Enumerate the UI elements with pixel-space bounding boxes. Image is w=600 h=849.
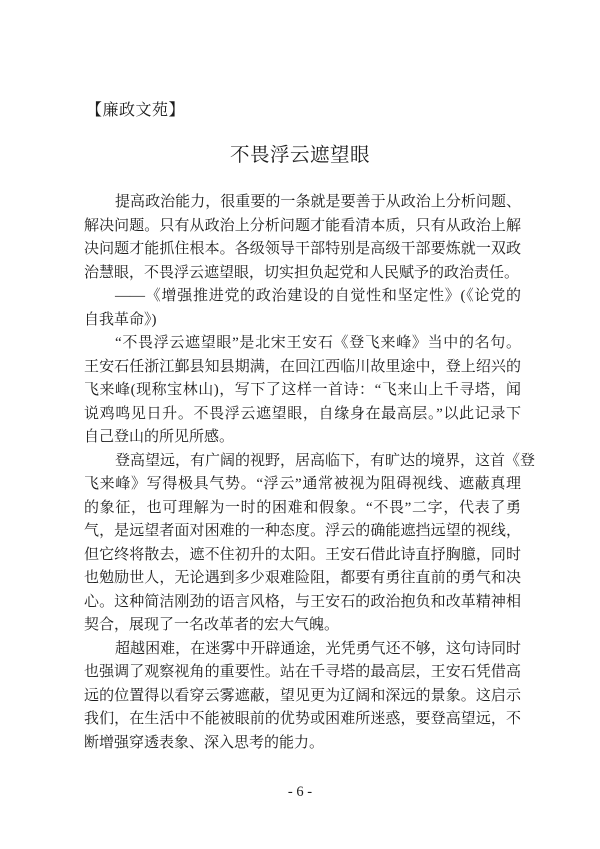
text-line: 的象征，也可理解为一时的困难和假象。“不畏”二字，代表了勇 <box>84 499 521 516</box>
text-line: 登高望远，有广阔的视野，居高临下，有旷达的境界，这首《登 <box>115 452 536 469</box>
text-line: 解决问题。只有从政治上分析问题才能看清本质，只有从政治上解 <box>84 217 521 234</box>
text-line: 气，是远望者面对困难的一种态度。浮云的确能遮挡远望的视线， <box>84 523 521 539</box>
text-line: 提高政治能力，很重要的一条就是要善于从政治上分析问题、 <box>115 194 521 210</box>
text-line: 王安石任浙江鄞县知县期满，在回江西临川故里途中，登上绍兴的 <box>84 358 521 375</box>
text-line: 飞来峰(现称宝林山)，写下了这样一首诗：“飞来山上千寻塔，闻 <box>84 382 521 398</box>
page-number: - 6 - <box>287 784 313 800</box>
text-line: 超越困难，在迷雾中开辟通途，光凭勇气还不够，这句诗同时 <box>115 640 521 657</box>
text-line: 飞来峰》写得极具气势。“浮云”通常被视为阻碍视线、遮蔽真理 <box>84 476 521 492</box>
text-line: 说鸡鸣见日升。不畏浮云遮望眼，自缘身在最高层。”以此记录下 <box>84 405 521 422</box>
text-line: 契合，展现了一名改革者的宏大气魄。 <box>84 617 340 633</box>
text-line: 但它终将散去，遮不住初升的太阳。王安石借此诗直抒胸臆，同时 <box>84 546 521 563</box>
text-line: 断增强穿透表象、深入思考的能力。 <box>84 734 325 751</box>
text-line: 也强调了观察视角的重要性。站在千寻塔的最高层，王安石凭借高 <box>84 664 521 680</box>
text-line: 我们，在生活中不能被眼前的优势或困难所迷惑，要登高望远，不 <box>84 711 521 727</box>
text-line: 远的位置得以看穿云雾遮蔽，望见更为辽阔和深远的景象。这启示 <box>84 687 521 704</box>
section-header: 【廉政文苑】 <box>86 102 186 119</box>
text-line: “不畏浮云遮望眼”是北宋王安石《登飞来峰》当中的名句。 <box>115 335 521 351</box>
text-line: 自己登山的所见所感。 <box>84 429 235 445</box>
page-title: 不畏浮云遮望眼 <box>229 145 370 166</box>
paragraphs <box>84 191 536 755</box>
text-line: ——《增强推进党的政治建设的自觉性和坚定性》(《论党的 <box>115 288 521 304</box>
text-line: 也勉励世人，无论遇到多少艰难险阻，都要有勇往直前的勇气和决 <box>84 570 521 586</box>
text-line: 治慧眼，不畏浮云遮望眼，切实担负起党和人民赋予的政治责任。 <box>84 264 520 281</box>
text-line: 自我革命》) <box>84 311 157 328</box>
document-body <box>84 191 536 755</box>
text-line: 决问题才能抓住根本。各级领导干部特别是高级干部要炼就一双政 <box>84 241 521 257</box>
text-line: 心。这种简洁刚劲的语言风格，与王安石的政治抱负和改革精神相 <box>84 593 521 610</box>
